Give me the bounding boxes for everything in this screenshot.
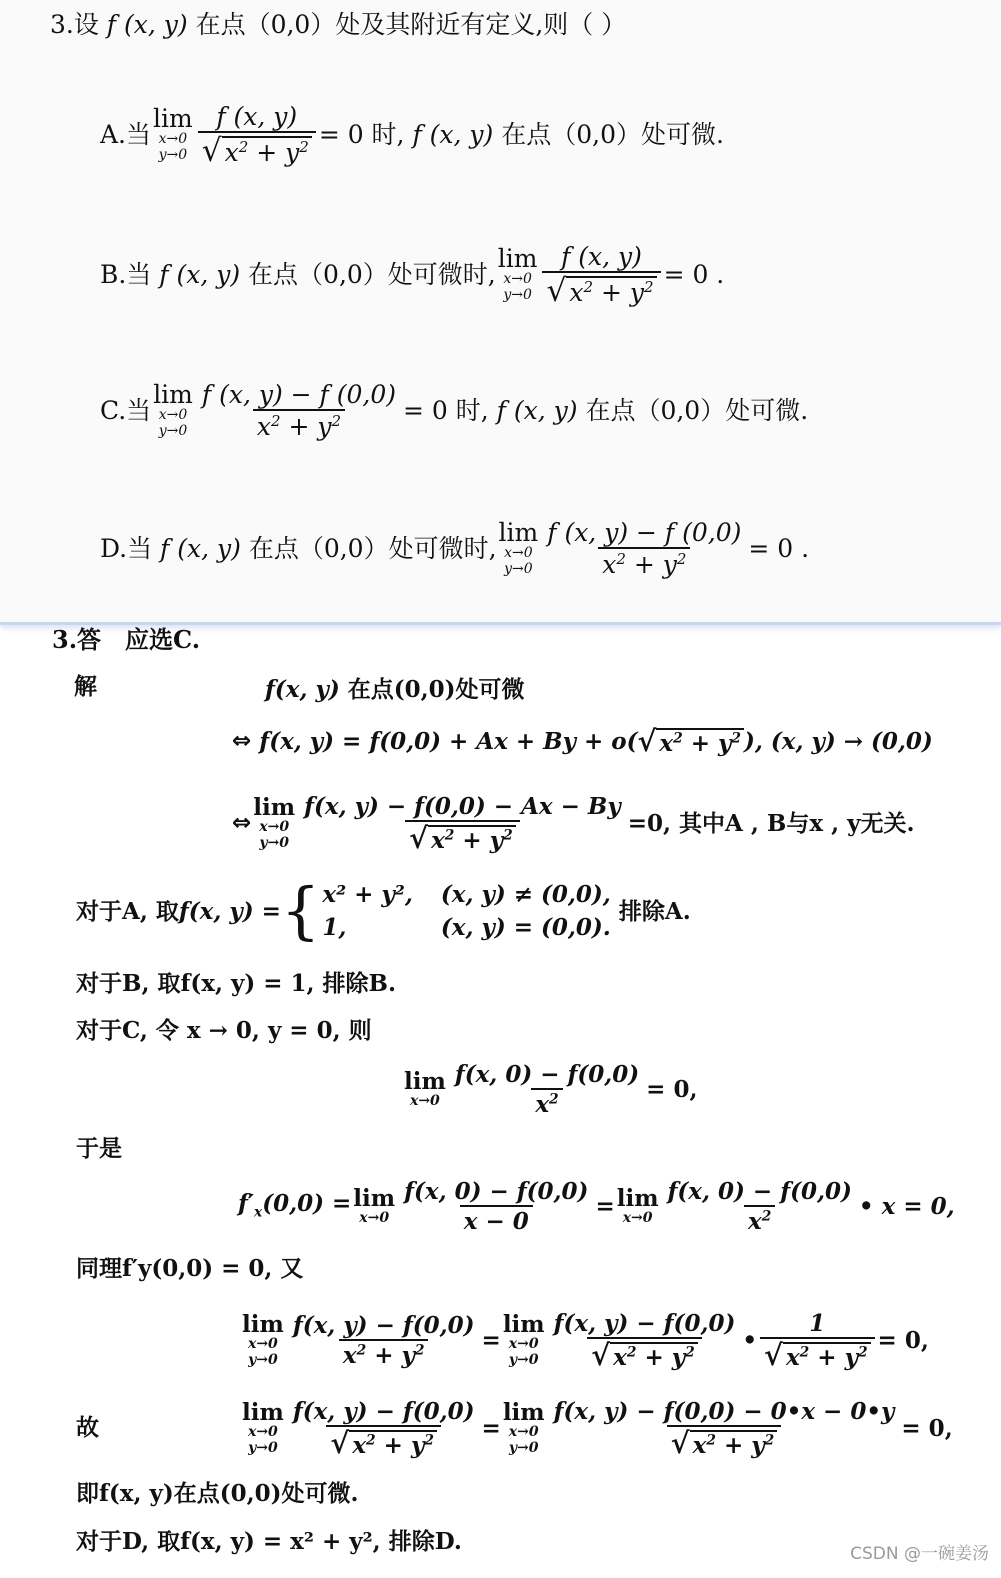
for-a-line: 对于A, 取 f(x, y) = { x² + y², (x, y) ≠ (0,0), 1, (x, y) = (0,0). 排除A. <box>76 874 691 947</box>
product-limit-line: lim x→0 y→0 $\frac{f(x, y) - f(0,0)}{x^2 + y^2}$ = lim x→0 y→0 f(x, y) − f(0,0) √ $x^2 + y^2$ • 1 √ $x^2 + y^2$ = 0, <box>242 1310 929 1373</box>
watermark: CSDN @一碗姜汤 <box>850 1544 989 1564</box>
solution-line-2: ⇔ f(x, y) = f(0,0) + Ax + By + o( √ $x^2 + y^2$ ), (x, y) → (0,0) <box>232 724 933 759</box>
for-b-line: 对于B, 取f(x, y) = 1, 排除B. <box>76 970 396 997</box>
gu-label: 故 <box>76 1414 99 1441</box>
option-a: A.当 lim x→0 y→0 f (x, y) √ $x^2 + y^2$ = 0 时, f (x, y) 在点（0,0）处可微. <box>100 102 724 169</box>
answer-header: 3.答 应选C. <box>52 625 201 654</box>
question-stem: 3.设 f (x, y) 在点（0,0）处及其附近有定义,则（ ） <box>50 10 627 39</box>
tongli-line: 同理f′y(0,0) = 0, 又 <box>76 1255 304 1282</box>
for-c-limit: lim x→0 $\frac{f(x, 0) - f(0,0)}{x^2}$ = 0, <box>404 1061 698 1118</box>
option-b: B.当 f (x, y) 在点（0,0）处可微时, lim x→0 y→0 f (x, y) √ $x^2 + y^2$ = 0 . <box>100 242 725 309</box>
solution-label: 解 <box>74 673 97 700</box>
for-c-line: 对于C, 令 x → 0, y = 0, 则 <box>76 1017 372 1044</box>
option-c: C.当 lim x→0 y→0 $\frac{f (x, y) - f (0,0)}{x^2 + y^2}$ = 0 时, f (x, y) 在点（0,0）处可微. <box>100 380 809 442</box>
partial-x-line: $f'_x(0,0)$ = lim x→0 $\frac{f(x, 0) - f(0,0)}{x - 0}$ = lim x→0 $\frac{f(x, 0) - f(0,0)}{x^2}$ • x = 0, <box>238 1178 955 1235</box>
final-limit-line: lim x→0 y→0 f(x, y) − f(0,0) √ $x^2 + y^2$ = lim x→0 y→0 f(x, y) − f(0,0) − 0•x − 0•y √ $x^2 + y^2$ = 0, <box>242 1398 953 1461</box>
yushi-label: 于是 <box>76 1135 122 1162</box>
for-d-line: 对于D, 取f(x, y) = x² + y², 排除D. <box>76 1528 462 1555</box>
option-d: D.当 f (x, y) 在点（0,0）处可微时, lim x→0 y→0 $\frac{f (x, y) - f (0,0)}{x^2 + y^2}$ = 0 . <box>100 518 810 580</box>
solution-line-3: ⇔ lim x→0 y→0 f(x, y) − f(0,0) − Ax − By √ $x^2 + y^2$ =0, 其中A , B与x , y无关. <box>232 793 915 856</box>
conclusion-line: 即f(x, y)在点(0,0)处可微. <box>76 1480 359 1507</box>
solution-line-1: f(x, y) 在点(0,0)处可微 <box>265 676 525 703</box>
